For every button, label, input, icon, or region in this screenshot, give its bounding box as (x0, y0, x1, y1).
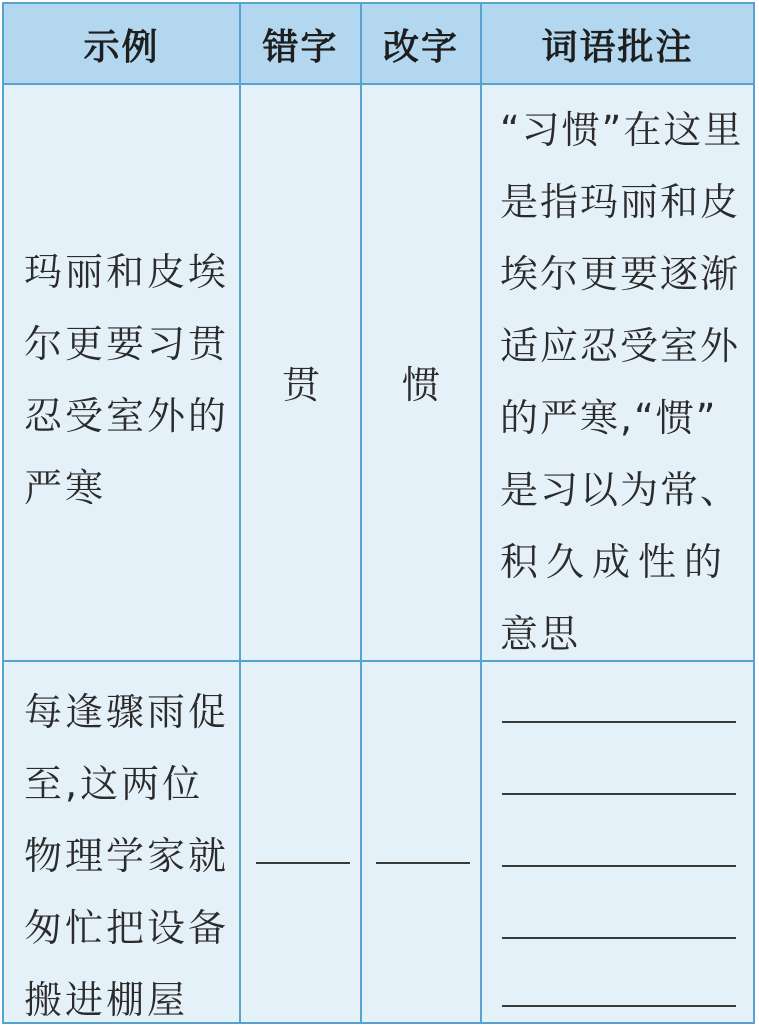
text-line: 匆忙把设备 (24, 906, 230, 950)
text-line: “习惯”在这里 (500, 108, 744, 152)
wrong-char-blank[interactable] (256, 862, 350, 864)
text-line: 适应忍受室外 (500, 324, 741, 368)
header-word-note: 词语批注 (541, 26, 694, 68)
note-blank-line[interactable] (502, 937, 736, 939)
row1-note-text (500, 94, 743, 670)
note-blank-line[interactable] (502, 721, 736, 723)
text-line: 忍受室外的 (24, 394, 230, 438)
note-blank-line[interactable] (502, 1005, 736, 1007)
text-line: 的严寒,“惯” (500, 396, 718, 440)
row1-wrong-char: 贯 (281, 363, 320, 407)
correct-char-blank[interactable] (376, 862, 470, 864)
row1-correct-char: 惯 (401, 363, 440, 407)
note-blank-line[interactable] (502, 865, 736, 867)
column-divider (239, 4, 241, 1022)
header-correct-char: 改字 (382, 26, 459, 68)
text-line: 严寒 (24, 466, 107, 510)
column-divider (360, 4, 362, 1022)
row2-example-text (24, 676, 229, 1036)
text-line: 埃尔更要逐渐 (500, 252, 741, 296)
text-line: 是习以为常、 (500, 468, 741, 512)
text-line: 尔更要习贯 (24, 322, 230, 366)
header-wrong-char: 错字 (262, 26, 339, 68)
text-line: 物理学家就 (24, 834, 230, 878)
text-line: 积久成性的 (500, 540, 731, 584)
text-line: 是指玛丽和皮 (500, 180, 741, 224)
row1-example-text (24, 236, 229, 524)
text-line: 搬进棚屋 (24, 978, 189, 1022)
header-example: 示例 (83, 26, 160, 68)
text-line: 每逢骤雨促 (24, 690, 230, 734)
note-blank-line[interactable] (502, 793, 736, 795)
text-line: 至,这两位 (24, 762, 204, 806)
word-correction-table (2, 2, 755, 1024)
text-line: 意思 (500, 612, 581, 656)
text-line: 玛丽和皮埃 (24, 250, 230, 294)
column-divider (480, 4, 482, 1022)
